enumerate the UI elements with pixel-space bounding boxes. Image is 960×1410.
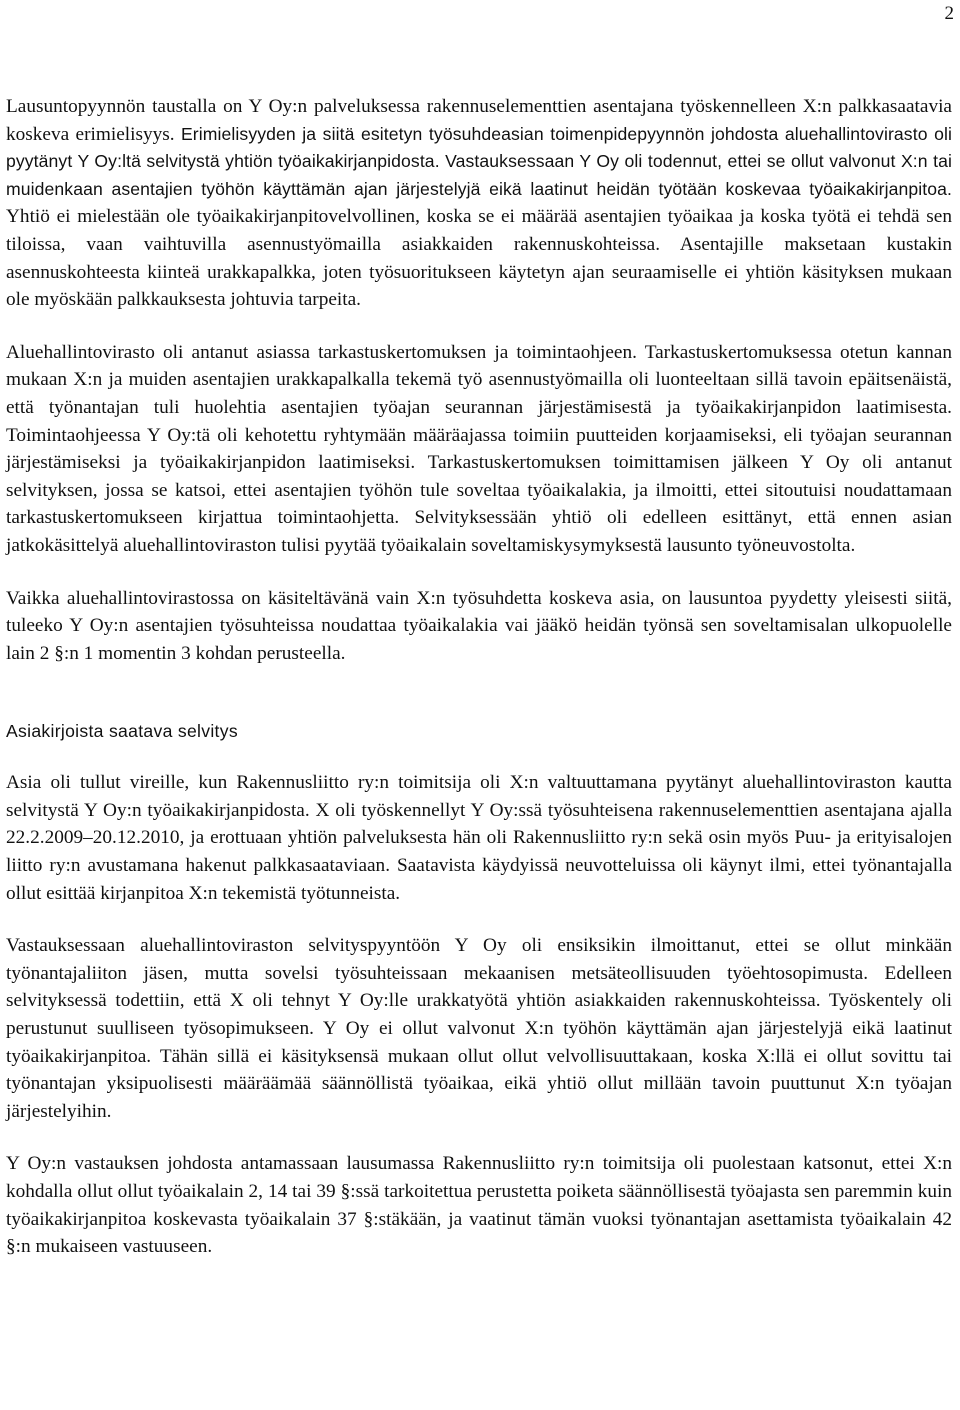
paragraph-request-scope: Vaikka aluehallintovirastossa on käsiteltävänä vain X:n työsuhdetta koskeva asia, on lausuntoa pyydetty yleisesti siitä, tuleeko Y Oy:n asentajien työsuhteissa noudattaa työaikalakia vai jääkö heidän työnsä sen soveltamisalan ulkopuolelle lain 2 §:n 1 momentin 3 kohdan perusteella. [6, 587, 952, 664]
document-body [6, 93, 952, 1261]
paragraph-background-intro: Lausuntopyynnön taustalla on Y Oy:n palveluksessa rakennuselementtien asentajana työskennelleen X:n palkkasaatavia koskeva erimielisyys. [6, 96, 952, 145]
paragraph-union-statement: Y Oy:n vastauksen johdosta antamassaan lausumassa Rakennusliitto ry:n toimitsija oli puolestaan katsonut, ettei X:n kohdalla ollut ollut työaikalain 2, 14 tai 39 §:ssä tarkoitettua perustetta poiketa säännöllisestä työajasta sen paremmin kuin työaikakirjanpitoa koskevasta työaikalain 37 §:stäkään, ja vaatinut tämän vuoksi työnantajan asettamista työaikalain 42 §:n mukaiseen vastuuseen. [6, 1153, 952, 1258]
paragraph-background-position: Yhtiö ei mielestään ole työaikakirjanpitovelvollinen, koska se ei määrää asentajien työaikaa ja koska työtä ei tehdä sen tiloissa, vaan vaihtuvilla asennustyömailla asiakkaiden rakennuskohteissa. Asentajille maksetaan kustakin asennuskohteesta kiinteä urakkapalkka, joten työsuoritukseen käytetyn ajan seuraamiselle ei yhtiön käsityksen mukaan ole myöskään palkkauksesta johtuvia tarpeita. [6, 206, 952, 311]
section-heading: Asiakirjoista saatava selvitys [6, 721, 238, 742]
paragraph-background-response: Erimielisyyden ja siitä esitetyn työsuhdeasian toimenpidepyynnön johdosta aluehallintovirasto oli pyytänyt Y Oy:ltä selvitystä yhtiön työaikakirjanpidosta. Vastauksessaan Y Oy oli todennut, ettei se ollut valvonut X:n tai muidenkaan asentajien työhön käyttämän ajan järjestelyjä eikä laatinut heidän työtään koskevaa työaikakirjanpitoa. [6, 123, 952, 199]
paragraph-background [6, 93, 952, 314]
paragraph-employer-response: Vastauksessaan aluehallintoviraston selvityspyyntöön Y Oy oli ensiksikin ilmoittanut, ettei se ollut minkään työnantajaliiton jäsen, mutta sovelsi työsuhteissaan mekaanisen metsäteollisuuden työehtosopimusta. Edelleen selvityksessä todettiin, että X oli tehnyt Y Oy:lle urakkatyötä yhtiön asiakkaiden rakennuskohteissa. Työskentely oli perustunut suulliseen työsopimukseen. Y Oy ei ollut valvonut X:n työhön käyttämän ajan järjestelyjä eikä laatinut työaikakirjanpitoa. Tähän sillä ei käsityksensä mukaan ollut ollut velvollisuuttakaan, koska X:llä ei ollut sovittu tai työnantajan yksipuolisesti määräämää säännöllistä työaikaa, eikä yhtiö ollut millään tavoin puuttunut X:n työajan järjestelyihin. [6, 935, 952, 1122]
page-number: 2 [944, 3, 954, 24]
paragraph-inspection-report: Aluehallintovirasto oli antanut asiassa tarkastuskertomuksen ja toimintaohjeen. Tarkastuskertomuksessa otetun kannan mukaan X:n ja muiden asentajien urakkapalkalla tekemä työ asennustyömailla oli luonteeltaan sillä tavoin epäitsenäistä, että työnantajan tuli huolehtia asentajien työajan seurannan järjestämisestä ja työaikakirjanpidon laatimisesta. Toimintaohjeessa Y Oy:tä oli kehotettu ryhtymään määräajassa toimiin puutteiden korjaamiseksi, eli työajan seurannan järjestämiseksi ja työaikakirjanpidon laatimiseksi. Tarkastuskertomuksen toimittamisen jälkeen Y Oy oli antanut selvityksen, jossa se katsoi, ettei asentajien työhön tule soveltaa työaikalakia, ja ilmoitti, ettei sitoutuisi noudattamaan tarkastuskertomukseen kirjattua toimintaohjetta. Selvityksessään yhtiö oli edelleen esittänyt, että ennen asian jatkokäsittelyä aluehallintoviraston tulisi pyytää työaikalain soveltamiskysymyksestä lausunto työneuvostolta. [6, 341, 952, 556]
paragraph-case-origin: Asia oli tullut vireille, kun Rakennusliitto ry:n toimitsija oli X:n valtuuttamana pyytänyt aluehallintoviraston kautta selvitystä Y Oy:n työaikakirjanpidosta. X oli työskennellyt Y Oy:ssä työsuhteisena rakennuselementtien asentajana ajalla 22.2.2009–20.12.2010, ja erottuaan yhtiön palveluksesta hän oli Rakennusliitto ry:n sekä osin myös Puu- ja erityisalojen liitto ry:n avustamana hakenut palkkasaataviaan. Saatavista käydyissä neuvotteluissa oli käynyt ilmi, ettei työnantajalla ollut esittää kirjanpitoa X:n tekemistä työtunneista. [6, 772, 952, 904]
